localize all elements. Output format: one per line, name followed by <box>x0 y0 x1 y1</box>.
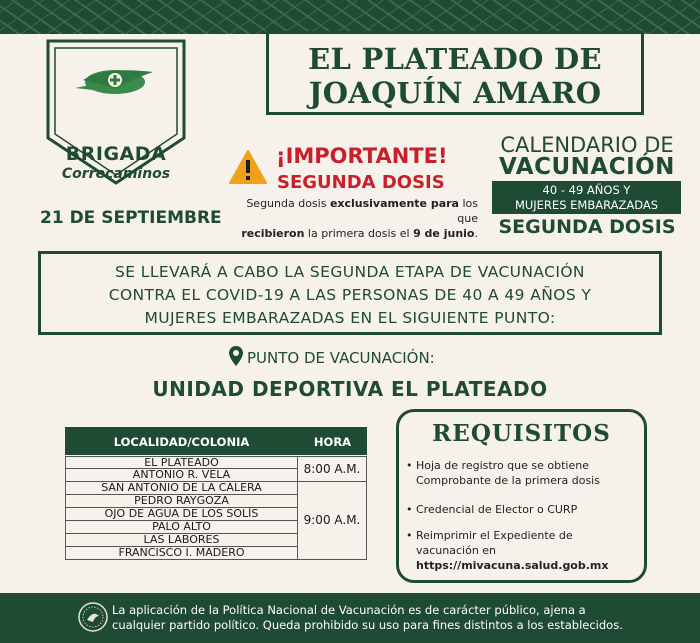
table-row: SAN ANTONIO DE LA CALERA <box>65 482 298 495</box>
vaccine-site-link[interactable]: https://mivacuna.salud.gob.mx <box>416 559 609 572</box>
top-pattern-band <box>0 0 700 34</box>
audience-line-1: 40 - 49 AÑOS Y <box>542 183 631 197</box>
warning-icon <box>229 149 267 185</box>
second-dose-label: SEGUNDA DOSIS <box>498 216 676 238</box>
important-heading: ¡IMPORTANTE! <box>276 144 448 168</box>
footer-band <box>0 593 700 643</box>
locality-column-header: LOCALIDAD/COLONIA <box>113 435 250 449</box>
announcement-line-1: SE LLEVARÁ A CABO LA SEGUNDA ETAPA DE VACUNACIÓN <box>115 263 585 281</box>
time-cell: 9:00 A.M. <box>298 482 367 560</box>
vaccination-venue: UNIDAD DEPORTIVA EL PLATEADO <box>152 377 548 401</box>
vaccination-point-label: PUNTO DE VACUNACIÓN: <box>247 349 435 367</box>
municipality-title-box <box>266 31 644 115</box>
audience-line-2: MUJERES EMBARAZADAS <box>514 198 659 212</box>
second-dose-note: Segunda dosis exclusivamente para los que recibieron la primera dosis el 9 de junio. <box>241 197 478 240</box>
requirement-item: • Reimprimir el Expediente de vacunación en https://mivacuna.salud.gob.mx <box>416 528 641 573</box>
table-row: OJO DE AGUA DE LOS SOLÍS <box>65 508 298 521</box>
correcaminos-label: Correcaminos <box>61 166 171 182</box>
requirements-box <box>396 409 647 583</box>
table-row: FRANCISCO I. MADERO <box>65 547 298 560</box>
mexico-seal-icon <box>78 602 108 632</box>
table-row: LAS LABORES <box>65 534 298 547</box>
second-dose-heading: SEGUNDA DOSIS <box>277 172 445 193</box>
table-row: PALO ALTO <box>65 521 298 534</box>
announcement-line-3: MUJERES EMBARAZADAS EN EL SIGUIENTE PUNTO: <box>144 309 556 327</box>
audience-badge <box>492 181 681 214</box>
requirement-item: • Credencial de Elector o CURP <box>406 503 578 516</box>
legal-disclaimer: La aplicación de la Política Nacional de Vacunación es de carácter público, ajena a cualquier partido político. Queda prohibido su uso para fines distintos a los establecidos. <box>112 603 623 632</box>
announcement-box <box>38 251 662 335</box>
title-line-1: EL PLATEADO DE <box>308 42 602 76</box>
event-date: 21 DE SEPTIEMBRE <box>40 208 222 228</box>
requirements-title: REQUISITOS <box>432 420 611 447</box>
table-header <box>65 427 367 455</box>
correcaminos-logo <box>75 58 157 98</box>
calendar-label: CALENDARIO DE <box>500 133 674 157</box>
location-pin-icon <box>229 346 243 366</box>
vaccination-label: VACUNACIÓN <box>499 154 675 180</box>
announcement-line-2: CONTRA EL COVID-19 A LAS PERSONAS DE 40 A 49 AÑOS Y <box>108 286 592 304</box>
brigada-label: BRIGADA <box>65 143 167 165</box>
time-cell: 8:00 A.M. <box>298 456 367 482</box>
title-line-2: JOAQUÍN AMARO <box>308 76 602 110</box>
brigada-badge <box>45 38 187 186</box>
requirement-item: • Hoja de registro que se obtiene Comprobante de la primera dosis <box>406 459 600 487</box>
table-row: PEDRO RAYGOZA <box>65 495 298 508</box>
table-row: ANTONIO R. VELA <box>65 469 298 482</box>
time-column-header: HORA <box>313 435 352 449</box>
table-row: EL PLATEADO <box>65 456 298 469</box>
